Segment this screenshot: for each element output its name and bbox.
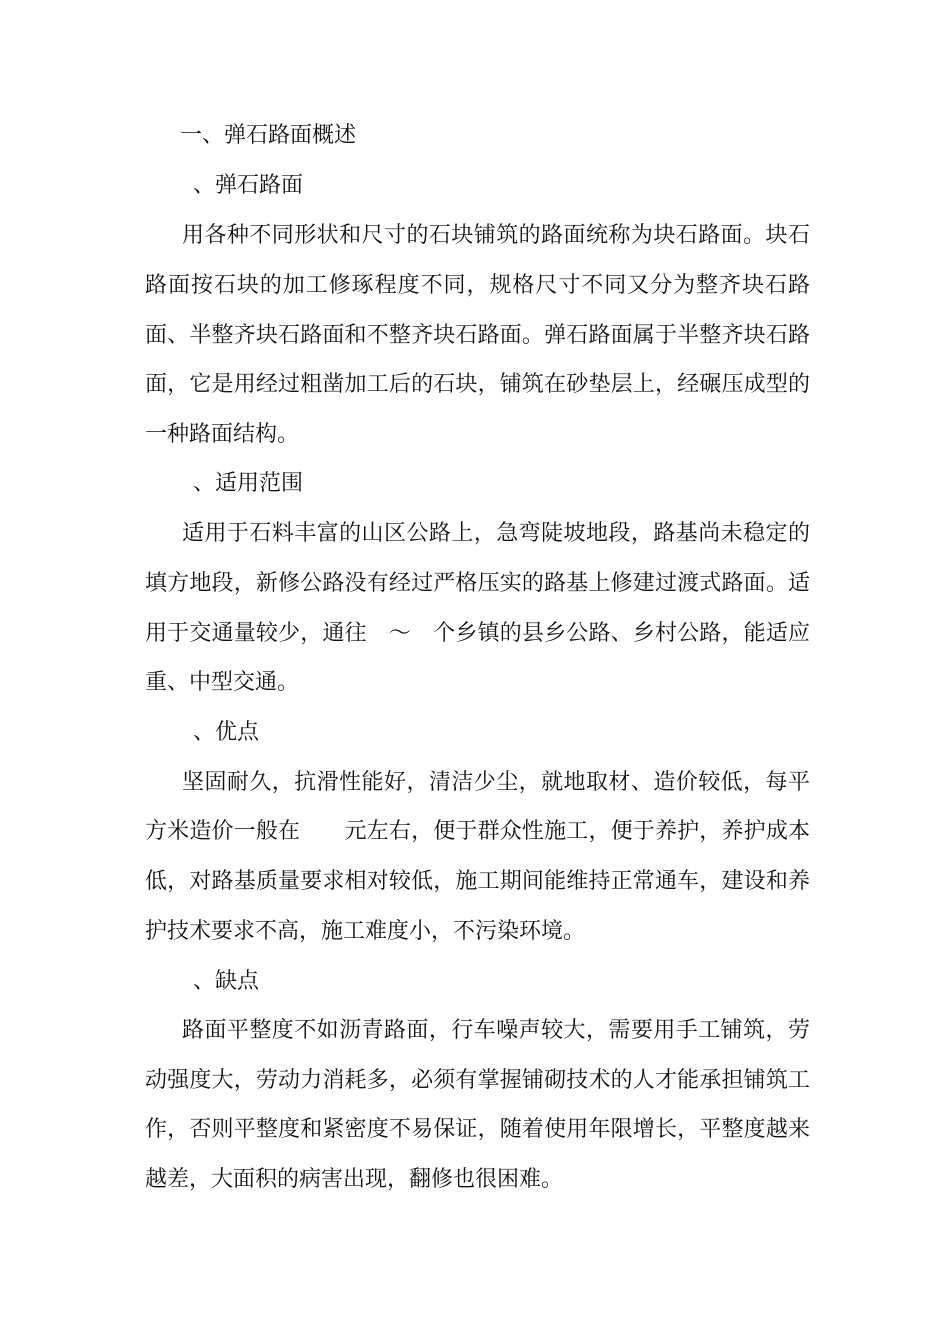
section-heading-scope: 、适用范围 <box>193 471 304 496</box>
paragraph-line: 坚固耐久，抗滑性能好，清洁少尘，就地取材、造价较低，每平 <box>182 770 810 795</box>
paragraph-line: 面、半整齐块石路面和不整齐块石路面。弹石路面属于半整齐块石路 <box>145 323 810 348</box>
paragraph-line: 方米造价一般在 元左右，便于群众性施工，便于养护，养护成本 <box>145 819 810 844</box>
paragraph-line: 适用于石料丰富的山区公路上，急弯陡坡地段，路基尚未稳定的 <box>182 521 810 546</box>
paragraph-line: 一种路面结构。 <box>145 422 300 447</box>
paragraph-line: 用各种不同形状和尺寸的石块铺筑的路面统称为块石路面。块石 <box>182 223 810 248</box>
paragraph-line: 填方地段，新修公路没有经过严格压实的路基上修建过渡式路面。适 <box>145 571 810 596</box>
paragraph-line: 重、中型交通。 <box>145 670 300 695</box>
document-title: 一、弹石路面概述 <box>180 123 357 148</box>
paragraph-line: 用于交通量较少，通往 ～ 个乡镇的县乡公路、乡村公路，能适应 <box>145 621 810 646</box>
paragraph-line: 路面按石块的加工修琢程度不同，规格尺寸不同又分为整齐块石路 <box>145 273 810 298</box>
paragraph-line: 护技术要求不高，施工难度小，不污染环境。 <box>145 919 586 944</box>
paragraph-line: 面，它是用经过粗凿加工后的石块，铺筑在砂垫层上，经碾压成型的 <box>145 372 810 397</box>
paragraph-line: 作，否则平整度和紧密度不易保证，随着使用年限增长，平整度越来 <box>145 1117 810 1142</box>
paragraph-line: 动强度大，劳动力消耗多，必须有掌握铺砌技术的人才能承担铺筑工 <box>145 1068 810 1093</box>
paragraph-line: 低，对路基质量要求相对较低，施工期间能维持正常通车，建设和养 <box>145 869 810 894</box>
section-heading-disadvantages: 、缺点 <box>193 969 260 994</box>
section-heading-advantages: 、优点 <box>193 720 260 745</box>
paragraph-line: 越差，大面积的病害出现，翻修也很困难。 <box>145 1167 564 1192</box>
paragraph-line: 路面平整度不如沥青路面，行车噪声较大，需要用手工铺筑，劳 <box>182 1018 810 1043</box>
section-heading-surface: 、弹石路面 <box>193 173 304 198</box>
